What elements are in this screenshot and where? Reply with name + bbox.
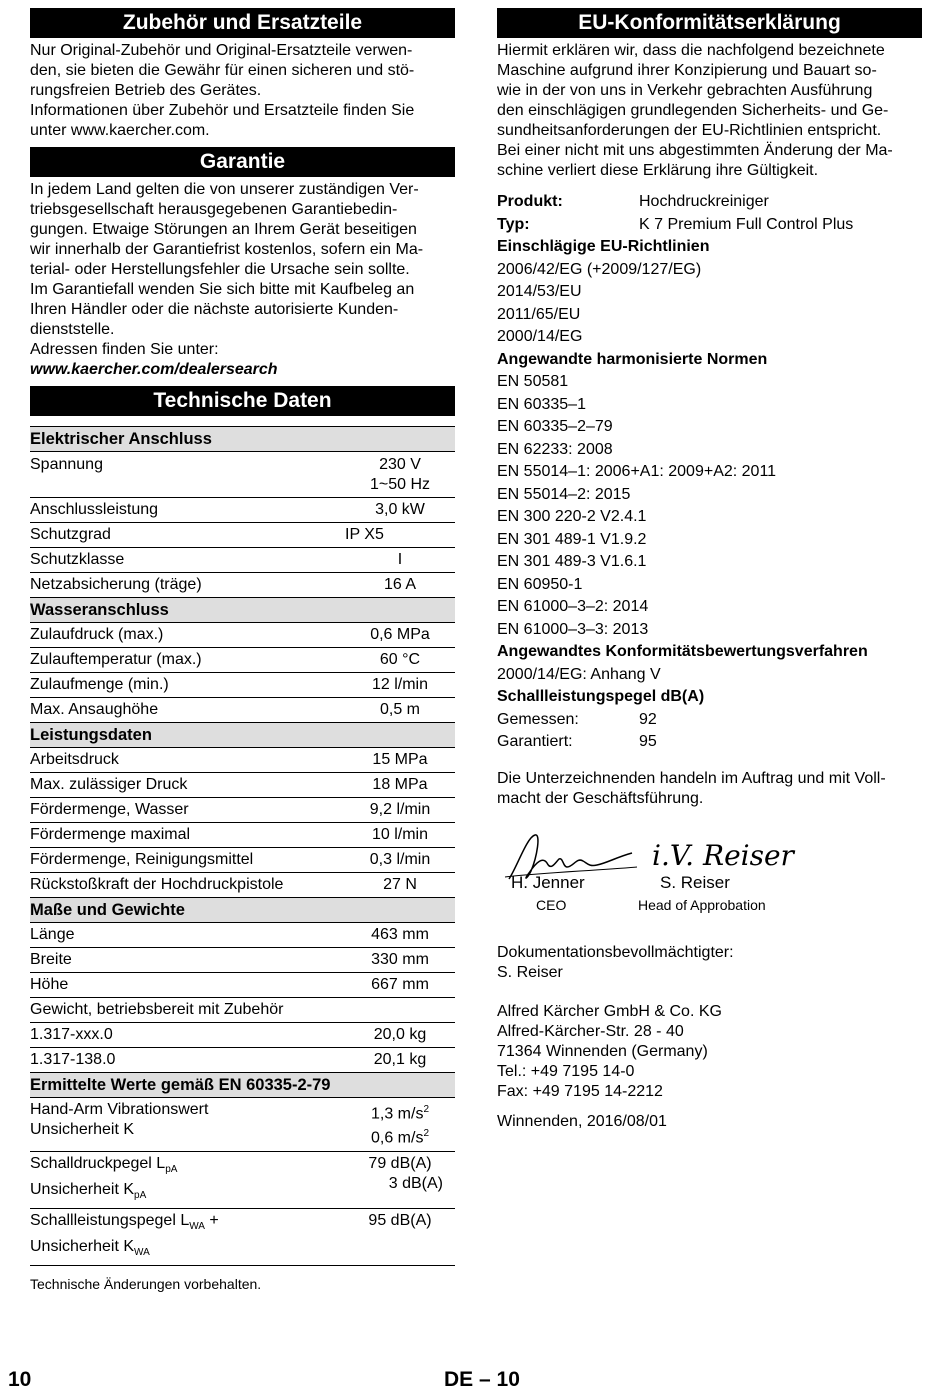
table-row (30, 648, 455, 673)
standard-item: EN 301 489-3 V1.6.1 (497, 553, 647, 570)
row-value: 12 l/min (345, 673, 455, 698)
row-label: Schutzklasse (30, 548, 345, 573)
address-line: Alfred Kärcher GmbH & Co. KG (497, 1002, 722, 1020)
row-value: 0,3 l/min (345, 848, 455, 873)
row-value: 15 MPa (345, 748, 455, 773)
row-label: 1.317-138.0 (30, 1048, 345, 1073)
row-value: IP X5 (345, 523, 455, 548)
table-row (30, 773, 455, 798)
standard-item: EN 300 220-2 V2.4.1 (497, 508, 647, 525)
standard-item: EN 50581 (497, 373, 569, 390)
doc-authorized (497, 943, 922, 983)
address-line: 71364 Winnenden (Germany) (497, 1042, 708, 1060)
table-row (30, 1048, 455, 1073)
accessories-text (30, 41, 455, 141)
right-column (497, 8, 922, 1132)
text-line: terial- oder Herstellungsfehler die Ursache sein sollte. (30, 261, 410, 278)
guaranteed-value: 95 (639, 733, 657, 750)
row-label: Schutzgrad (30, 523, 345, 548)
warranty-text (30, 180, 455, 380)
table-row (30, 698, 455, 723)
text-line: Ihren Händler oder die nächste autorisierte Kunden- (30, 301, 399, 318)
procedure-value: 2000/14/EG: Anhang V (497, 665, 661, 683)
row-value: 9,2 l/min (345, 798, 455, 823)
standard-item: EN 55014–2: 2015 (497, 485, 631, 503)
row-value: 667 mm (345, 973, 455, 998)
product-label: Produkt: (497, 193, 563, 210)
spl-unc-value: 3 dB(A) (388, 1174, 443, 1192)
row-label: Netzabsicherung (träge) (30, 573, 345, 598)
table-row (30, 973, 455, 998)
row-label: Arbeitsdruck (30, 748, 345, 773)
table-row (30, 673, 455, 698)
text-line: schine verliert diese Erklärung ihre Gültigkeit. (497, 162, 819, 179)
text-line: triebsgesellschaft herausgegebenen Garantiebedin- (30, 201, 398, 218)
row-label (30, 1151, 345, 1208)
table-row (30, 798, 455, 823)
directive-item: 2000/14/EG (497, 328, 583, 345)
standard-item: EN 61000–3–2: 2014 (497, 598, 649, 615)
table-row (30, 1098, 455, 1152)
text-line: Im Garantiefall wenden Sie sich bitte mit Kaufbeleg an (30, 281, 415, 298)
text-line: gungen. Etwaige Störungen an Ihrem Gerät beseitigen (30, 221, 417, 238)
text-line: den einschlägigen grundlegenden Sicherheits- und Ge- (497, 102, 889, 119)
standards-title: Angewandte harmonisierte Normen (497, 350, 768, 368)
directive-item: 2014/53/EU (497, 283, 582, 300)
uncertainty-value: 0,6 $m/s^2$ (370, 1128, 430, 1147)
section-label: Maße und Gewichte (30, 898, 455, 923)
measured-row (497, 709, 922, 732)
row-value: 18 MPa (345, 773, 455, 798)
section-label: Elektrischer Anschluss (30, 427, 455, 452)
text-line: dienststelle. (30, 321, 115, 338)
row-value: I (345, 548, 455, 573)
place-date: Winnenden, 2016/08/01 (497, 1112, 667, 1130)
row-label: Fördermenge, Reinigungsmittel (30, 848, 345, 873)
text-line: sundheitsanforderungen der EU-Richtlinien entspricht. (497, 122, 882, 139)
row-value: 10 l/min (345, 823, 455, 848)
row-value (345, 1098, 455, 1152)
row-value: 16 A (345, 573, 455, 598)
uncertainty-label: Unsicherheit K (30, 1121, 135, 1138)
section-label: Ermittelte Werte gemäß EN 60335-2-79 (30, 1073, 455, 1098)
tech-table (30, 426, 455, 1266)
standard-item: EN 301 489-1 V1.9.2 (497, 530, 647, 548)
product-row (497, 191, 922, 214)
row-label: Max. Ansaughöhe (30, 698, 345, 723)
standard-item: EN 61000–3–3: 2013 (497, 620, 649, 638)
row-label: Spannung (30, 452, 345, 498)
row-value: 463 mm (345, 923, 455, 948)
row-value: 60 °C (345, 648, 455, 673)
text-line: Hiermit erklären wir, dass die nachfolgend bezeichnete (497, 42, 885, 59)
voltage-value: 230 V (379, 456, 421, 473)
page-number-left: 10 (8, 1368, 32, 1391)
product-block (497, 191, 922, 754)
standard-item: EN 60335–1 (497, 395, 586, 413)
doc-title: Dokumentationsbevollmächtigter: (497, 943, 734, 961)
row-label (30, 1098, 345, 1152)
row-label: Breite (30, 948, 345, 973)
swl-unc-label: Unsicherheit $K_{WA}$ (30, 1238, 150, 1259)
signer1-role: CEO (536, 896, 567, 913)
row-label: Höhe (30, 973, 345, 998)
table-row (30, 623, 455, 648)
text-line: wir innerhalb der Garantiefrist kostenlos, sofern ein Ma- (30, 241, 424, 258)
signer1-name: H. Jenner (511, 872, 585, 892)
tech-heading: Technische Daten (30, 386, 455, 416)
row-value: 330 mm (345, 948, 455, 973)
row-value: 20,1 kg (345, 1048, 455, 1073)
table-row (30, 1023, 455, 1048)
table-row (30, 523, 455, 548)
guaranteed-row (497, 731, 922, 754)
directive-item: 2011/65/EU (497, 305, 581, 323)
table-section (30, 427, 455, 452)
text-line: wie in der von uns in Verkehr gebrachten Ausführung (497, 82, 873, 99)
swl-label: Schallleistungspegel $L_{WA}$ + (30, 1212, 219, 1233)
signer2-role: Head of Approbation (638, 896, 766, 913)
signature-block (497, 827, 922, 939)
row-label: Max. zulässiger Druck (30, 773, 345, 798)
standard-item: EN 60335–2–79 (497, 418, 613, 435)
address-line: Tel.: +49 7195 14-0 (497, 1062, 635, 1080)
text-line: Bei einer nicht mit uns abgestimmten Änderung der Ma- (497, 142, 893, 159)
row-label (30, 1209, 345, 1266)
guaranteed-label: Garantiert: (497, 733, 573, 750)
text-line: Adressen finden Sie unter: (30, 341, 219, 358)
row-label: Zulaufdruck (max.) (30, 623, 345, 648)
tech-note: Technische Änderungen vorbehalten. (30, 1276, 262, 1293)
type-label: Typ: (497, 215, 530, 233)
row-label: Zulaufmenge (min.) (30, 673, 345, 698)
table-row (30, 748, 455, 773)
row-value (345, 1151, 455, 1208)
table-row (30, 452, 455, 498)
table-row (30, 1151, 455, 1208)
spl-unc-label: Unsicherheit $K_{pA}$ (30, 1180, 147, 1202)
measured-label: Gemessen: (497, 710, 579, 728)
address-line: Fax: +49 7195 14-2212 (497, 1082, 663, 1100)
eu-text (497, 41, 922, 181)
vibration-value: 1,3 $m/s^2$ (370, 1104, 430, 1123)
sound-title: Schallleistungspegel dB(A) (497, 688, 705, 705)
doc-name: S. Reiser (497, 963, 563, 981)
row-label: Gewicht, betriebsbereit mit Zubehör (30, 998, 455, 1023)
text-line: macht der Geschäftsführung. (497, 789, 704, 807)
spl-label: Schalldruckpegel $L_{pA}$ (30, 1154, 178, 1175)
table-row (30, 823, 455, 848)
row-label: Fördermenge, Wasser (30, 798, 345, 823)
section-label: Wasseranschluss (30, 598, 455, 623)
directive-item: 2006/42/EG (+2009/127/EG) (497, 260, 702, 278)
text-line: den, sie bieten die Gewähr für einen sicheren und stö- (30, 62, 415, 79)
type-value: K 7 Premium Full Control Plus (639, 215, 854, 233)
text-line: In jedem Land gelten die von unserer zuständigen Ver- (30, 181, 419, 198)
row-label: 1.317-xxx.0 (30, 1023, 345, 1048)
row-value: 0,5 m (345, 698, 455, 723)
accessories-heading: Zubehör und Ersatzteile (30, 8, 455, 38)
eu-heading: EU-Konformitätserklärung (497, 8, 922, 38)
row-label: Länge (30, 923, 345, 948)
standard-item: EN 62233: 2008 (497, 440, 613, 458)
row-value: 20,0 kg (345, 1023, 455, 1048)
procedure-title: Angewandtes Konformitätsbewertungsverfahren (497, 643, 868, 660)
text-line: Die Unterzeichnenden handeln im Auftrag und mit Voll- (497, 769, 886, 787)
type-row (497, 214, 922, 237)
signature-reiser: i.V. Reiser (652, 838, 794, 872)
standard-item: EN 55014–1: 2006+A1: 2009+A2: 2011 (497, 463, 777, 480)
table-row (30, 998, 455, 1023)
row-label: Rückstoßkraft der Hochdruckpistole (30, 873, 345, 898)
address-block (497, 1002, 922, 1102)
standard-item: EN 60950-1 (497, 575, 583, 593)
left-column (30, 8, 455, 1292)
text-line: unter www.kaercher.com. (30, 122, 210, 139)
table-row (30, 548, 455, 573)
text-line: Maschine aufgrund ihrer Konzipierung und Bauart so- (497, 62, 877, 79)
table-section (30, 898, 455, 923)
spl-value: 79 dB(A) (368, 1154, 432, 1172)
row-value: 3,0 kW (345, 498, 455, 523)
table-row (30, 498, 455, 523)
table-row (30, 873, 455, 898)
row-value (345, 452, 455, 498)
table-section (30, 723, 455, 748)
table-row (30, 848, 455, 873)
dealer-link[interactable]: www.kaercher.com/dealersearch (30, 361, 278, 378)
table-section (30, 598, 455, 623)
row-label: Zulauftemperatur (max.) (30, 648, 345, 673)
row-value: 95 dB(A) (345, 1209, 455, 1266)
table-section (30, 1073, 455, 1098)
page-number-center: DE – 10 (444, 1368, 520, 1391)
text-line: rungsfreien Betrieb des Gerätes. (30, 82, 262, 99)
frequency-value: 1~50 Hz (369, 476, 431, 493)
product-value: Hochdruckreiniger (639, 193, 769, 210)
table-row (30, 1209, 455, 1266)
warranty-heading: Garantie (30, 147, 455, 177)
signers-text (497, 769, 922, 809)
measured-value: 92 (639, 710, 657, 728)
directives-title: Einschlägige EU-Richtlinien (497, 238, 710, 255)
row-label: Fördermenge maximal (30, 823, 345, 848)
section-label: Leistungsdaten (30, 723, 455, 748)
table-row (30, 923, 455, 948)
address-line: Alfred-Kärcher-Str. 28 - 40 (497, 1022, 684, 1040)
text-line: Informationen über Zubehör und Ersatzteile finden Sie (30, 102, 415, 119)
row-value: 27 N (345, 873, 455, 898)
signer2-name: S. Reiser (660, 872, 730, 892)
text-line: Nur Original-Zubehör und Original-Ersatzteile verwen- (30, 42, 413, 59)
table-row (30, 573, 455, 598)
row-value: 0,6 MPa (345, 623, 455, 648)
row-label: Anschlussleistung (30, 498, 345, 523)
vibration-label: Hand-Arm Vibrationswert (30, 1101, 209, 1118)
table-row (30, 948, 455, 973)
